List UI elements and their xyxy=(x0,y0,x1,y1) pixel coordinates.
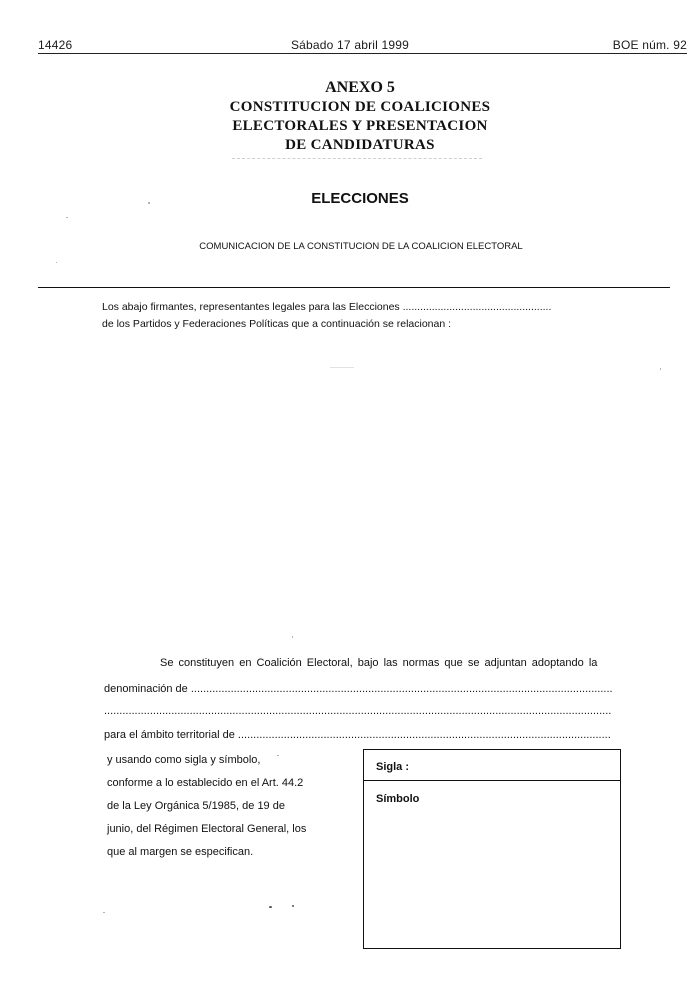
header-rule xyxy=(38,53,687,54)
scan-speck xyxy=(148,202,150,204)
sigla-label: Sigla : xyxy=(376,761,410,773)
header-date: Sábado 17 abril 1999 xyxy=(290,38,410,52)
annex-subtitle-line-3: DE CANDIDATURAS xyxy=(285,137,435,153)
page-number: 14426 xyxy=(38,38,73,52)
annex-subtitle-line-1: CONSTITUCION DE COALICIONES xyxy=(229,99,491,115)
form-subheading: COMUNICACION DE LA CONSTITUCION DE LA COALICION ELECTORAL xyxy=(199,241,523,252)
territorial-scope-field[interactable]: para el ámbito territorial de .......................................................................................................................... xyxy=(104,729,611,741)
legal-text-line-4: junio, del Régimen Electoral General, los xyxy=(107,823,307,835)
legal-text-line-1: y usando como sigla y símbolo, xyxy=(107,754,261,766)
scan-speck xyxy=(66,217,68,218)
denomination-field[interactable]: denominación de .......................................................................................................................................... xyxy=(104,683,613,695)
annex-title: ANEXO 5 xyxy=(325,79,395,96)
box-divider xyxy=(364,780,620,781)
gazette-issue: BOE núm. 92 xyxy=(612,38,687,52)
scan-artifact-dashes xyxy=(232,158,482,159)
intro-line-1: Los abajo firmantes, representantes legales para las Elecciones ................................................... xyxy=(102,301,552,313)
legal-text-line-3: de la Ley Orgánica 5/1985, de 19 de xyxy=(107,800,285,812)
legal-text-line-2: conforme a lo establecido en el Art. 44.2 xyxy=(107,777,304,789)
scan-speck xyxy=(330,367,354,368)
scan-speck xyxy=(277,755,279,756)
scan-speck xyxy=(292,905,294,907)
simbolo-label: Símbolo xyxy=(376,793,420,805)
sigla-simbolo-box[interactable] xyxy=(363,749,621,949)
intro-line-2: de los Partidos y Federaciones Políticas que a continuación se relacionan : xyxy=(102,318,452,330)
annex-subtitle-line-2: ELECTORALES Y PRESENTACION xyxy=(232,118,488,134)
scan-speck xyxy=(660,368,661,370)
scan-speck xyxy=(56,262,57,263)
denomination-continuation-field[interactable]: ...................................................................................................................................................................... xyxy=(104,705,612,717)
scan-speck xyxy=(269,906,272,908)
scan-speck xyxy=(103,912,105,913)
constitution-text: Se constituyen en Coalición Electoral, bajo las normas que se adjuntan adoptando la xyxy=(160,657,598,669)
section-rule xyxy=(38,287,670,288)
legal-text-line-5: que al margen se especifican. xyxy=(107,846,254,858)
scan-speck xyxy=(292,636,293,638)
form-heading: ELECCIONES xyxy=(311,190,409,207)
